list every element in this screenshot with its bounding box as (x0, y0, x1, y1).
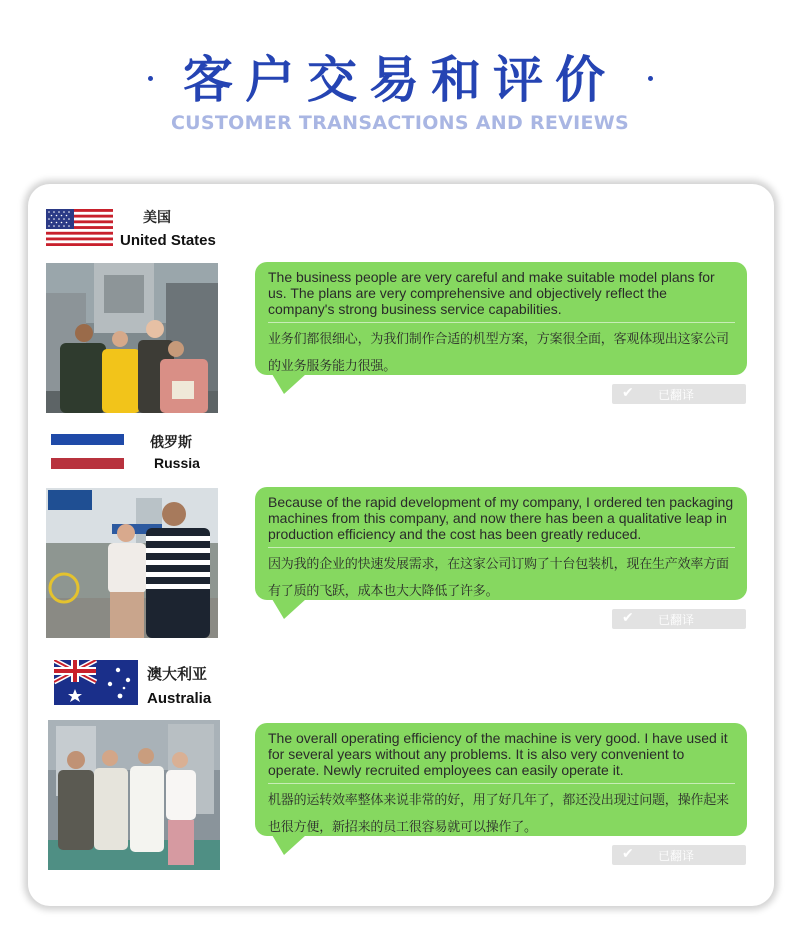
bubble-tail (272, 599, 306, 619)
country-name-en: Australia (147, 690, 212, 707)
translated-label: 已翻译 (658, 849, 695, 863)
translated-label: 已翻译 (658, 388, 695, 402)
translated-label: 已翻译 (658, 613, 695, 627)
bubble-tail (272, 835, 306, 855)
bubble-tail (272, 374, 306, 394)
review-bubble (255, 487, 747, 600)
country-name-cn: 澳大利亚 (147, 665, 208, 683)
review-bubble (255, 723, 747, 836)
customer-photo (48, 720, 220, 870)
title-dot-right (648, 76, 653, 81)
russia-flag-icon (51, 432, 124, 470)
check-icon: ✔ (622, 610, 634, 626)
check-icon: ✔ (622, 385, 634, 401)
country-name-cn: 美国 (143, 210, 171, 226)
translated-badge[interactable] (612, 384, 746, 404)
customer-photo (46, 488, 218, 638)
review-text-cn: 机器的运转效率整体来说非常的好，用了好几年了，都还没出现过问题，操作起来也很方便，新招来的员工很容易就可以操作了。 (268, 793, 729, 835)
review-text-en: The business people are very careful and make suitable model plans for us. The plans are very comprehensive and objectively reflect the company's strong business service capabilities. (268, 269, 715, 317)
translated-badge[interactable] (612, 845, 746, 865)
country-name-en: United States (120, 232, 216, 249)
review-text-cn: 业务们都很细心，为我们制作合适的机型方案，方案很全面，客观体现出这家公司的业务服务能力很强。 (268, 332, 729, 374)
page-subtitle: CUSTOMER TRANSACTIONS AND REVIEWS (170, 112, 630, 134)
customer-photo (46, 263, 218, 413)
divider (268, 322, 735, 323)
page-header (0, 0, 800, 150)
translated-badge[interactable] (612, 609, 746, 629)
review-bubble (255, 262, 747, 375)
check-icon: ✔ (622, 846, 634, 862)
divider (268, 547, 735, 548)
country-name-en: Russia (154, 455, 200, 471)
australia-flag-icon (54, 660, 138, 705)
page-title: 客户交易和评价 (183, 51, 617, 109)
review-text-en: Because of the rapid development of my company, I ordered ten packaging machines from this company, and now there has been a qualitative leap in production efficiency and the cost has been greatly reduced. (268, 494, 734, 542)
country-name-cn: 俄罗斯 (150, 435, 192, 451)
divider (268, 783, 735, 784)
review-text-cn: 因为我的企业的快速发展需求，在这家公司订购了十台包装机，现在生产效率方面有了质的飞跃，成本也大大降低了许多。 (268, 557, 729, 599)
usa-flag-icon (46, 209, 113, 246)
review-text-en: The overall operating efficiency of the machine is very good. I have used it for several years without any problems. It is also very convenient to operate. Newly recruited employees can easily operate it. (268, 730, 728, 778)
